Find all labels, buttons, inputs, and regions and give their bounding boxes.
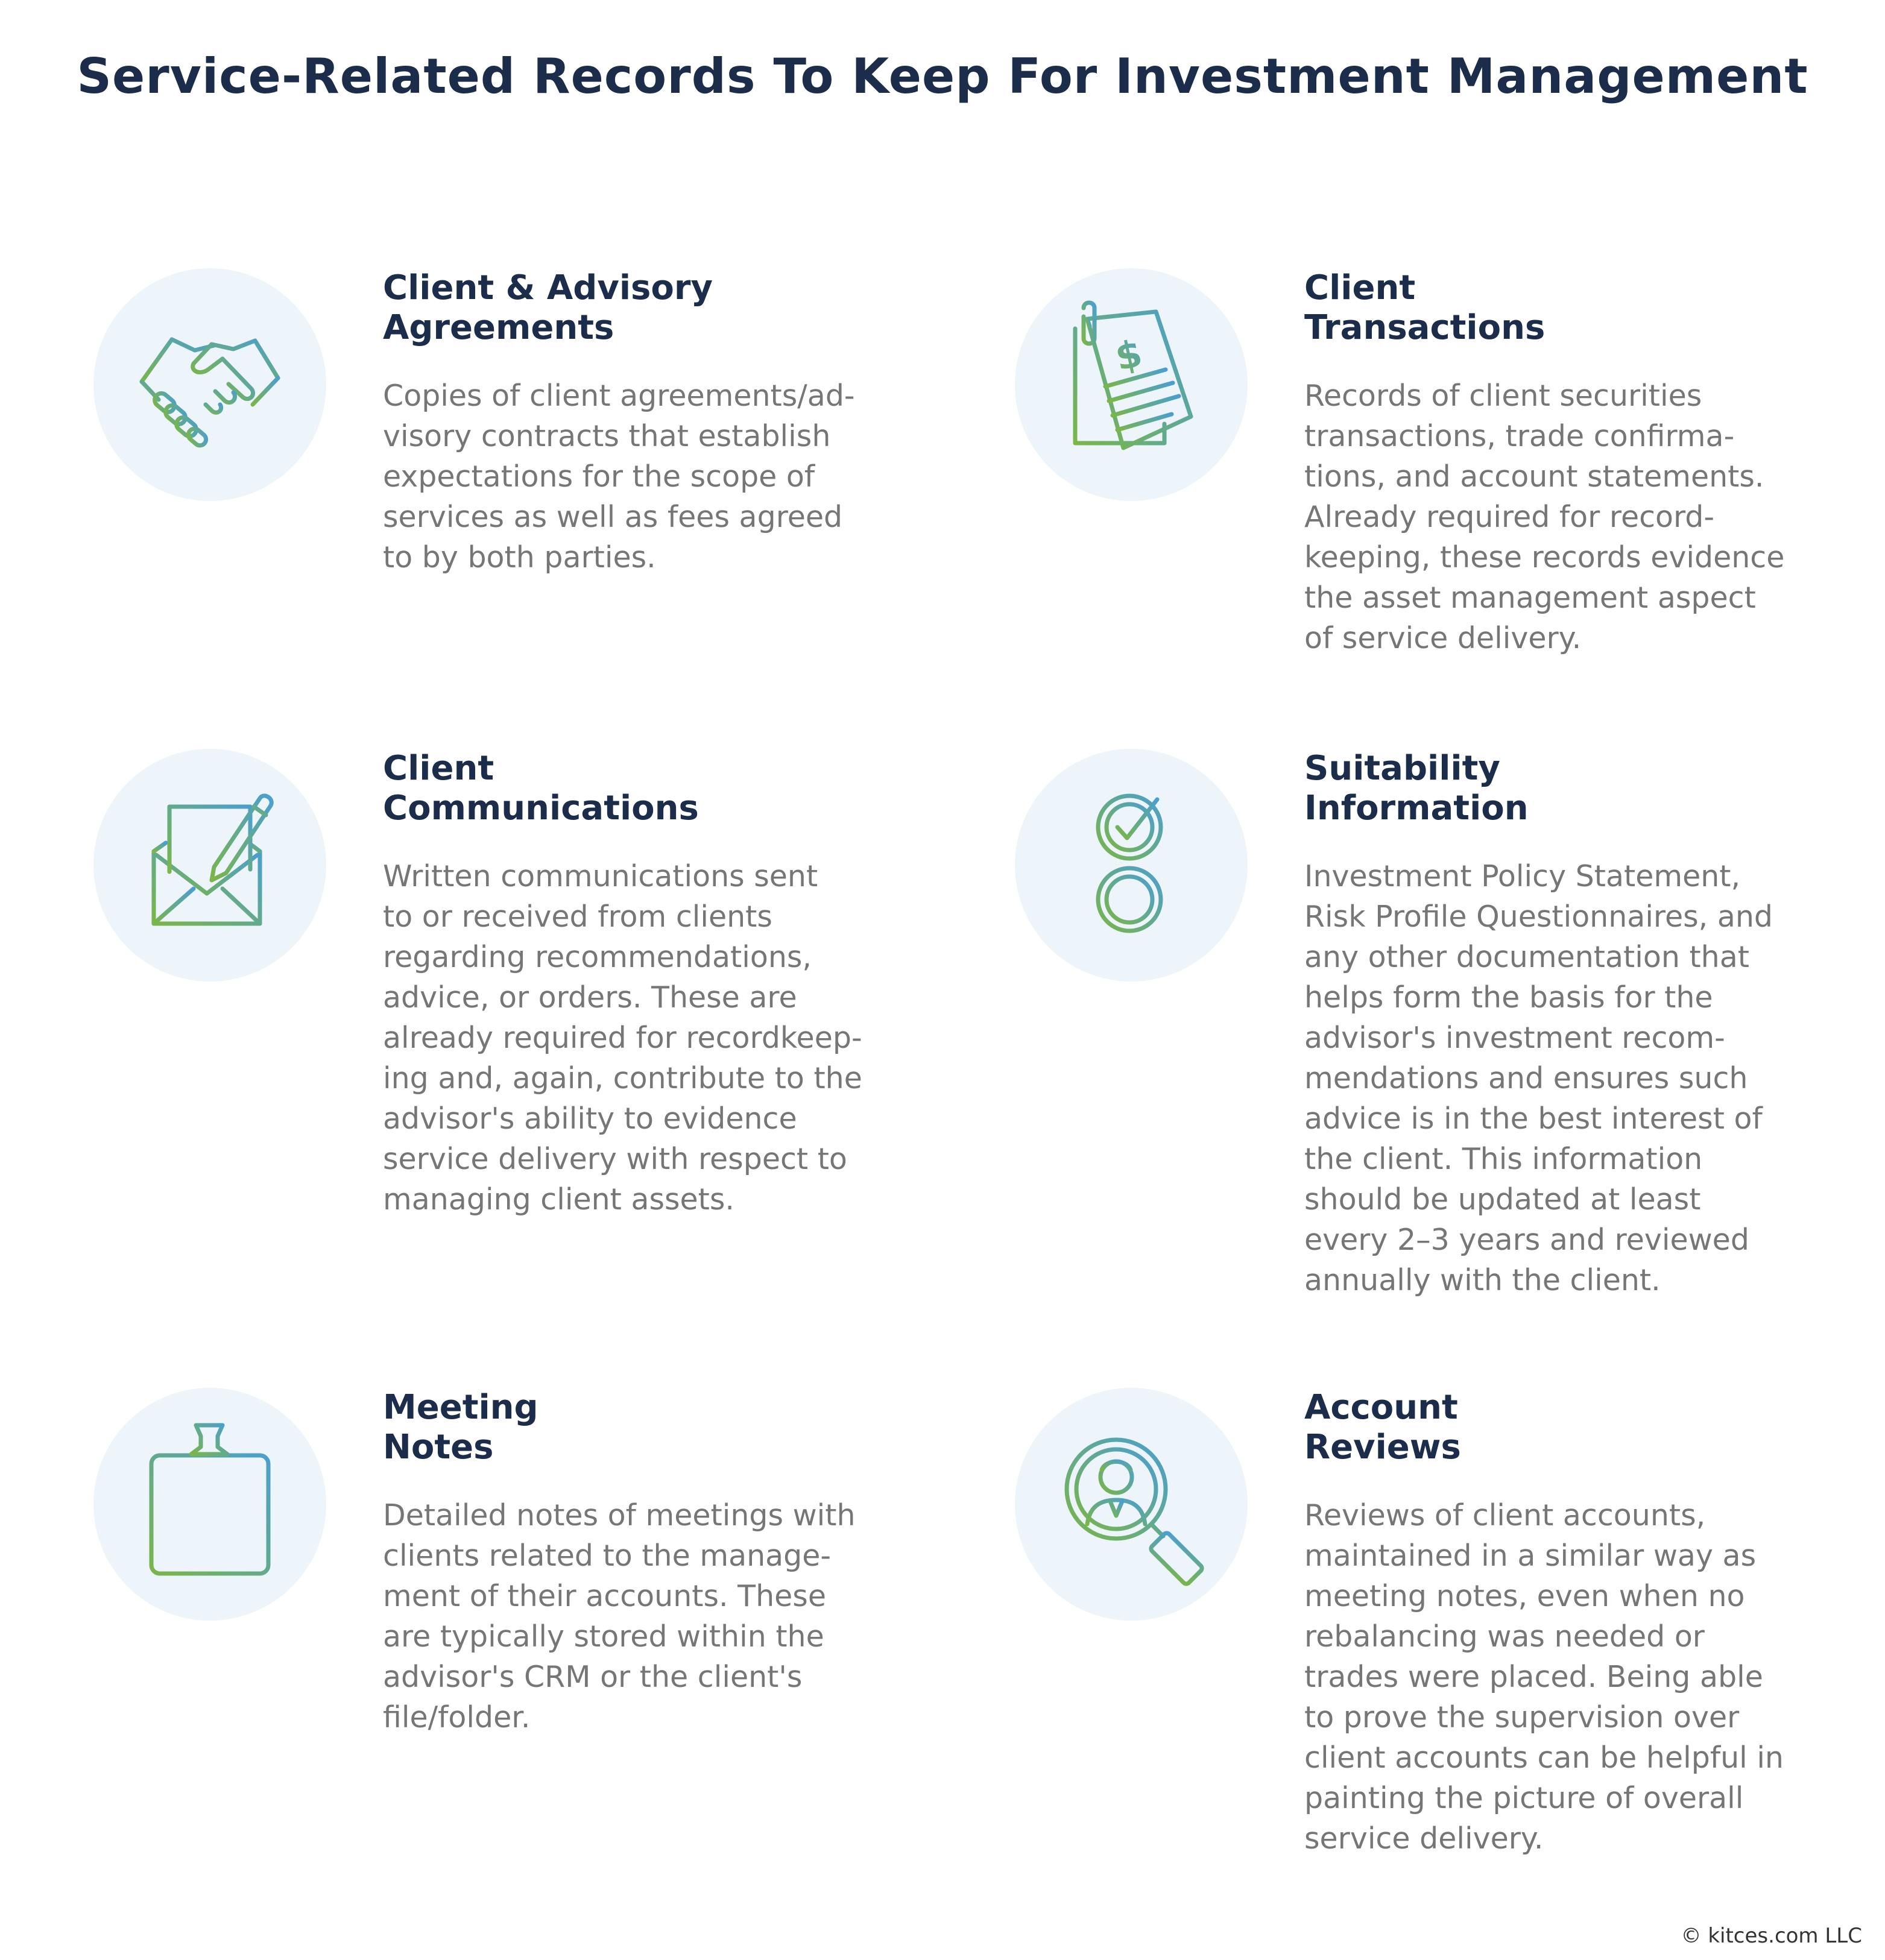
- card-title: Suitability Information: [1304, 749, 1529, 828]
- icon-circle: [1015, 268, 1248, 501]
- card-body: Written communications sent to or received from clients regarding recommendations, advice, or orders. These are already required for recordkeep- ing and, again, contribute to the advisor's ability to evidence service delivery with respect to managing client assets.: [383, 859, 862, 1217]
- icon-circle: [93, 268, 326, 501]
- page-title: Service-Related Records To Keep For Investment Management: [77, 48, 1808, 104]
- card-body: Detailed notes of meetings with clients related to the manage- ment of their accounts. These are typically stored within the advisor's CRM or the client's file/folder.: [383, 1498, 856, 1735]
- card-text: [1304, 268, 1823, 658]
- checklist-icon: [1015, 749, 1248, 982]
- magnifier-person-icon: [1015, 1388, 1248, 1621]
- icon-circle: [93, 749, 326, 982]
- icon-circle: [1015, 1388, 1248, 1621]
- svg-text:$: $: [1111, 330, 1146, 380]
- card-title: Account Reviews: [1304, 1388, 1461, 1467]
- icon-circle: [1015, 749, 1248, 982]
- envelope-letter-icon: [93, 749, 326, 982]
- card-body: Records of client securities transactions, trade confirma- tions, and account statements. Already required for record- keeping, these records evidence the asset management aspect of service delivery.: [1304, 379, 1785, 655]
- card-text: [1304, 749, 1823, 1300]
- card-text: [1304, 1388, 1823, 1859]
- card-text: [383, 1388, 901, 1738]
- handshake-icon: [93, 268, 326, 501]
- card-text: [383, 749, 901, 1220]
- invoice-document-icon: [1015, 268, 1248, 501]
- copyright-footer: © kitces.com LLC: [1681, 1924, 1862, 1948]
- card-title: Client Communications: [383, 749, 699, 828]
- card-text: [383, 268, 901, 578]
- card-title: Meeting Notes: [383, 1388, 538, 1467]
- card-title: Client Transactions: [1304, 268, 1546, 347]
- card-title: Client & Advisory Agreements: [383, 268, 713, 347]
- card-body: Reviews of client accounts, maintained in a similar way as meeting notes, even when no rebalancing was needed or trades were placed. Being able to prove the supervision over client accounts can be helpful in painting the picture of overall service delivery.: [1304, 1498, 1784, 1856]
- icon-circle: [93, 1388, 326, 1621]
- card-body: Investment Policy Statement, Risk Profile Questionnaires, and any other documentation that helps form the basis for the advisor's investment recom- mendations and ensures such advice is in the best interest of the client. This information should be updated at least every 2–3 years and reviewed annually with the client.: [1304, 859, 1773, 1297]
- card-body: Copies of client agreements/ad- visory contracts that establish expectations for the scope of services as well as fees agreed to by both parties.: [383, 379, 855, 575]
- pinned-note-icon: [93, 1388, 326, 1621]
